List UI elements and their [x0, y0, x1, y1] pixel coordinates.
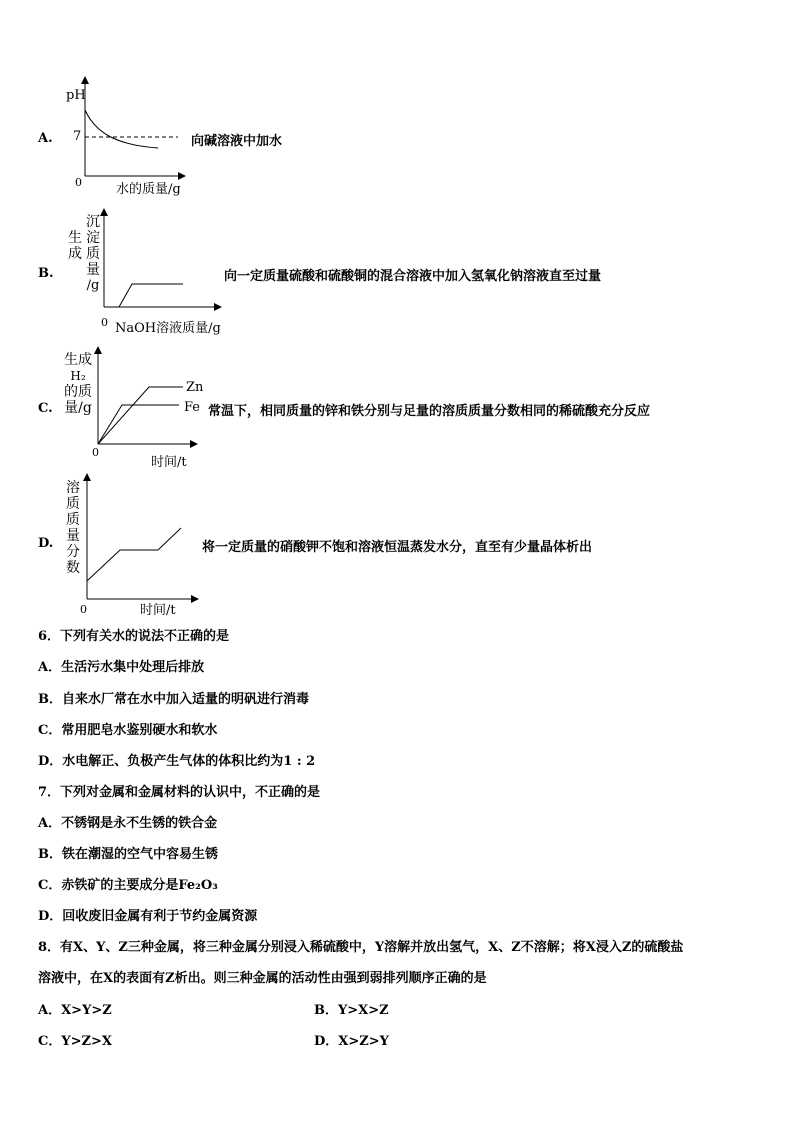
ylabel-line: H₂ [70, 369, 86, 383]
graph-a-description: 向碱溶液中加水 [191, 134, 283, 149]
graph-b-origin: 0 [101, 316, 108, 329]
question-6-option-a: A．生活污水集中处理后排放 [38, 660, 205, 675]
option-a-letter: A. [38, 131, 53, 146]
option-d-letter: D. [38, 536, 54, 551]
question-8-option-b: B．Y>X>Z [314, 1003, 389, 1018]
question-8-stem-line2: 溶液中，在X的表面有Z析出。则三种金属的活动性由强到弱排列顺序正确的是 [38, 971, 487, 986]
question-6-option-d: D．水电解正、负极产生气体的体积比约为1 : 2 [38, 754, 316, 769]
ylabel-line: 生成 [64, 352, 92, 368]
ylabel-char: 分 [66, 544, 80, 560]
graph-a-xlabel: 水的质量/g [116, 182, 181, 197]
question-7-option-d: D．回收废旧金属有利于节约金属资源 [38, 909, 258, 924]
ylabel-char: 质 [66, 496, 80, 512]
graph-d-xlabel: 时间/t [140, 603, 176, 618]
graph-a-origin: 0 [75, 176, 82, 189]
graph-b-xlabel: NaOH溶液质量/g [115, 321, 221, 336]
graph-d-description: 将一定质量的硝酸钾不饱和溶液恒温蒸发水分，直至有少量晶体析出 [202, 540, 593, 555]
question-6-option-b: B．自来水厂常在水中加入适量的明矾进行消毒 [38, 692, 309, 707]
graph-c-fe-line [98, 405, 179, 444]
series-fe-label: Fe [184, 400, 201, 415]
ylabel-char: 质 [66, 512, 80, 528]
ylabel-line: 的质 [64, 384, 92, 400]
graph-b-line [119, 284, 183, 307]
option-b-letter: B. [38, 266, 54, 281]
question-7-option-c: C．赤铁矿的主要成分是Fe₂O₃ [38, 878, 218, 893]
ylabel-char: 质 [86, 246, 100, 262]
ylabel-char: 生 [68, 230, 82, 246]
series-zn-label: Zn [186, 380, 204, 395]
graph-a-curve [85, 110, 158, 148]
ylabel-char: 量 [86, 262, 100, 278]
ylabel-char: 量 [66, 528, 80, 544]
graph-c-zn-line [98, 387, 183, 444]
graph-d-origin: 0 [80, 603, 87, 616]
question-8-option-a: A．X>Y>Z [38, 1003, 112, 1018]
ylabel-char: 成 [68, 246, 82, 262]
question-7-stem: 7．下列对金属和金属材料的认识中，不正确的是 [38, 785, 321, 800]
graph-a-ylabel: pH [66, 88, 86, 103]
question-8-option-d: D．X>Z>Y [314, 1034, 389, 1049]
ylabel-char: /g [86, 278, 100, 293]
graph-c-origin: 0 [92, 446, 99, 459]
question-6-stem: 6．下列有关水的说法不正确的是 [38, 629, 230, 644]
graph-d-line [87, 528, 181, 581]
question-7-option-a: A．不锈钢是永不生锈的铁合金 [38, 816, 218, 831]
ylabel-char: 溶 [66, 480, 80, 496]
question-8-option-c: C．Y>Z>X [38, 1034, 112, 1049]
question-8-stem-line1: 8．有X、Y、Z三种金属，将三种金属分别浸入稀硫酸中，Y溶解并放出氢气，X、Z不溶解；将X浸入Z的硫酸盐 [38, 940, 684, 955]
ylabel-char: 淀 [86, 230, 100, 246]
graph-a-seven-label: 7 [73, 129, 82, 144]
graph-c-description: 常温下，相同质量的锌和铁分别与足量的溶质质量分数相同的稀硫酸充分反应 [208, 404, 651, 419]
ylabel-char: 数 [66, 560, 80, 576]
question-6-option-c: C．常用肥皂水鉴别硬水和软水 [38, 723, 218, 738]
ylabel-line: 量/g [64, 400, 92, 416]
graph-b-description: 向一定质量硫酸和硫酸铜的混合溶液中加入氢氧化钠溶液直至过量 [224, 269, 602, 284]
option-c-letter: C. [38, 401, 53, 416]
ylabel-char: 沉 [86, 214, 100, 230]
question-7-option-b: B．铁在潮湿的空气中容易生锈 [38, 847, 218, 862]
graph-c-xlabel: 时间/t [151, 455, 187, 470]
